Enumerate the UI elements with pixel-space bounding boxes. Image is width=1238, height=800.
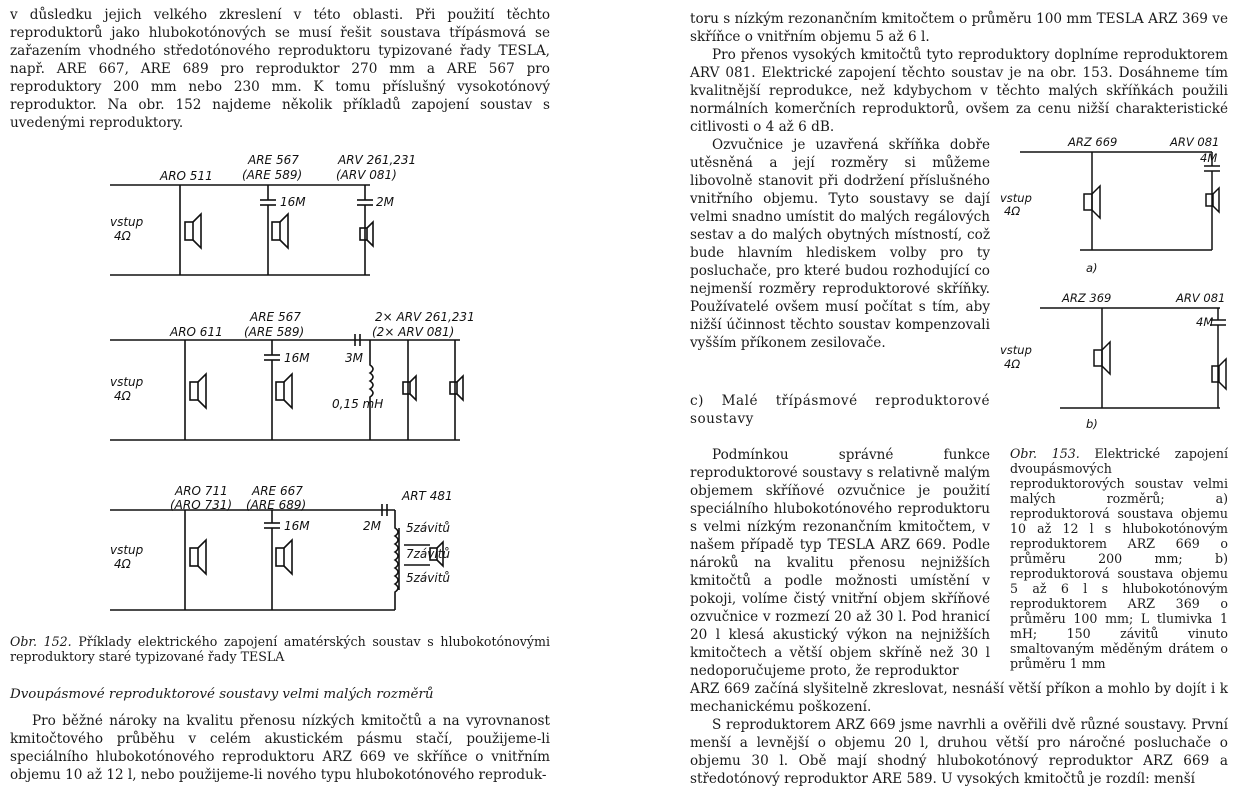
fig152c-turns-3: 5závitů [406, 571, 451, 585]
right-paragraph-6: S reproduktorem ARZ 669 jsme navrhli a ověřili dvě různé soustavy. První menší a levnější o objemu 20 l, druhou větší pro náročné posluchače o objemu 30 l. Obě mají shodný hlubokotónový reproduktor ARZ 669 a středotónový reproduktor ARE 589. U vysokých kmitočtů je rozdíl: menší [690, 717, 1228, 787]
fig152c-label-2b: (ARE 689) [246, 498, 307, 512]
fig152a-label-3a: ARV 261,231 [338, 153, 417, 167]
figure-153-caption-label: Obr. 153. [1010, 446, 1080, 461]
fig152a-label-1: ARO 511 [160, 169, 213, 183]
fig152c-label-3: ART 481 [402, 489, 453, 503]
fig153b-label-1: ARZ 369 [1062, 291, 1112, 305]
figure-152 [10, 150, 550, 630]
figure-153-caption-text: Elektrické zapojení dvoupásmových reproduktorových soustav velmi malých rozměrů; a) reproduktorová soustava objemu 10 až 12 l s hlubokotónovým reproduktorem ARZ 669 o průměru 200 mm; b) reproduktorová soustava objemu 5 až 6 l s hlubokotónovým reproduktorem ARZ 369 o průměru 100 mm; L tlumivka 1 mH; 150 závitů vinuto smaltovaným měděným drátem o průměru 1 mm [1010, 446, 1228, 671]
fig152c-label-1b: (ARO 731) [170, 498, 233, 512]
fig152b-label-2b: (ARE 589) [244, 325, 305, 339]
fig152c-label-2a: ARE 667 [252, 484, 303, 498]
fig153a-imp: 4Ω [1004, 204, 1021, 218]
right-paragraph-3: Ozvučnice je uzavřená skříňka dobře utěsněná a její rozměry si můžeme libovolně stanovit při dodržení příslušného vnitřního objemu. Tyto soustavy se dají velmi snadno umístit do malých regálových sestav a do malých obytných místností, což bude hlavním hlediskem volby pro ty posluchače, pro které budou rozhodující co nejmenší rozměry reproduktorové skříňky. Používatelé ovšem musí počítat s tím, aby nižší účinnost těchto soustav kompenzovali vyšším příkonem zesilovače. [690, 137, 990, 351]
fig152b-cap-1: 16M [284, 351, 310, 365]
fig152a-imp: 4Ω [114, 229, 131, 243]
fig152c-cap-1: 16M [284, 519, 310, 533]
figure-153-caption [1010, 446, 1228, 671]
fig153a-tag: a) [1086, 261, 1098, 275]
fig153b-imp: 4Ω [1004, 357, 1021, 371]
fig152c-turns-1: 5závitů [406, 521, 451, 535]
right-paragraph-4: Podmínkou správné funkce reproduktorové soustavy s relativně malým objemem skříňové ozvučnice je použití speciálního hlubokotónového reproduktoru s velmi nízkým rezonančním kmitočtem, v našem případě typ TESLA ARZ 669. Podle nároků na kvalitu přenosu nejnižších kmitočtů a podle možnosti umístění v pokoji, volíme čistý vnitřní objem skříňové ozvučnice v rozmezí 20 až 30 l. Pod hranicí 20 l klesá akustický výkon na nejnižších kmitočtech a větší objem skříně než 30 l nedoporučujeme proto, že reproduktor [690, 447, 990, 679]
fig152a-cap-2: 2M [376, 195, 394, 209]
left-paragraph-2: Pro běžné nároky na kvalitu přenosu nízkých kmitočtů a na vyrovnanost kmitočtového průběhu v celém akustickém pásmu stačí, použijeme-li speciálního hlubokotónového reproduktoru ARZ 669 ve skříňce o vnitřním objemu 10 až 12 l, nebo použijeme-li nového typu hlubokotónového reproduk- [10, 713, 550, 783]
figure-152-caption [10, 634, 550, 664]
fig153b-cap: 4M [1196, 315, 1214, 329]
fig153a-input: vstup [1000, 191, 1032, 205]
figure-153 [1000, 132, 1228, 432]
fig153a-cap: 4M [1200, 151, 1218, 165]
fig152a-label-2b: (ARE 589) [242, 168, 303, 182]
fig153b-tag: b) [1086, 417, 1098, 431]
fig152b-label-3a: 2× ARV 261,231 [375, 310, 475, 324]
fig152b-label-1: ARO 611 [170, 325, 223, 339]
fig152b-label-3b: (2× ARV 081) [372, 325, 455, 339]
fig152b-coil: 0,15 mH [332, 397, 384, 411]
fig152c-label-1a: ARO 711 [175, 484, 228, 498]
fig152b-cap-2: 3M [345, 351, 363, 365]
fig152c-input: vstup [110, 543, 144, 557]
fig152a-label-3b: (ARV 081) [336, 168, 397, 182]
left-paragraph-1: v důsledku jejich velkého zkreslení v této oblasti. Při použití těchto reproduktorů jako hlubokotónových se musí řešit soustava třípásmová se zařazením vhodného středotónového reproduktoru typizované řady TESLA, např. ARE 667, ARE 689 pro reproduktor 270 mm a ARE 567 pro reproduktory 200 mm nebo 230 mm. K tomu příslušný vysokotónový reproduktor. Na obr. 152 najdeme několik příkladů zapojení soustav s uvedenými reproduktory. [10, 7, 550, 131]
fig152a-input: vstup [110, 215, 144, 229]
fig152a-label-2a: ARE 567 [248, 153, 299, 167]
fig152c-imp: 4Ω [114, 557, 131, 571]
fig152a-cap-1: 16M [280, 195, 306, 209]
fig153a-label-2: ARV 081 [1170, 135, 1220, 149]
right-paragraph-2: Pro přenos vysokých kmitočtů tyto reproduktory doplníme reproduktorem ARV 081. Elektrické zapojení těchto soustav je na obr. 153. Dosáhneme tím kvalitnější reprodukce, než kdybychom v těchto malých skříňkách použili normálních komerčních reproduktorů, ovšem za cenu nižší charakteristické citlivosti o 4 až 6 dB. [690, 47, 1228, 135]
right-section-heading: c) Malé třípásmové reproduktorové soustavy [690, 393, 990, 427]
figure-152-caption-text: Příklady elektrického zapojení amatérských soustav s hlubokotónovými reproduktory staré typizované řady TESLA [10, 634, 550, 664]
fig152b-label-2a: ARE 567 [250, 310, 301, 324]
left-section-heading: Dvoupásmové reproduktorové soustavy velmi malých rozměrů [10, 687, 434, 702]
fig152b-input: vstup [110, 375, 144, 389]
right-paragraph-5: ARZ 669 začíná slyšitelně zkreslovat, nesnáší větší příkon a mohlo by dojít i k mechanickému poškození. [690, 681, 1228, 715]
fig152c-cap-2: 2M [363, 519, 381, 533]
right-paragraph-1: toru s nízkým rezonančním kmitočtem o průměru 100 mm TESLA ARZ 369 ve skříňce o vnitřním objemu 5 až 6 l. [690, 11, 1228, 45]
fig152c-turns-2: 7závitů [406, 547, 451, 561]
figure-152-caption-label: Obr. 152. [10, 634, 72, 649]
fig153a-label-1: ARZ 669 [1068, 135, 1118, 149]
fig152b-imp: 4Ω [114, 389, 131, 403]
fig153b-label-2: ARV 081 [1176, 291, 1226, 305]
fig153b-input: vstup [1000, 343, 1032, 357]
